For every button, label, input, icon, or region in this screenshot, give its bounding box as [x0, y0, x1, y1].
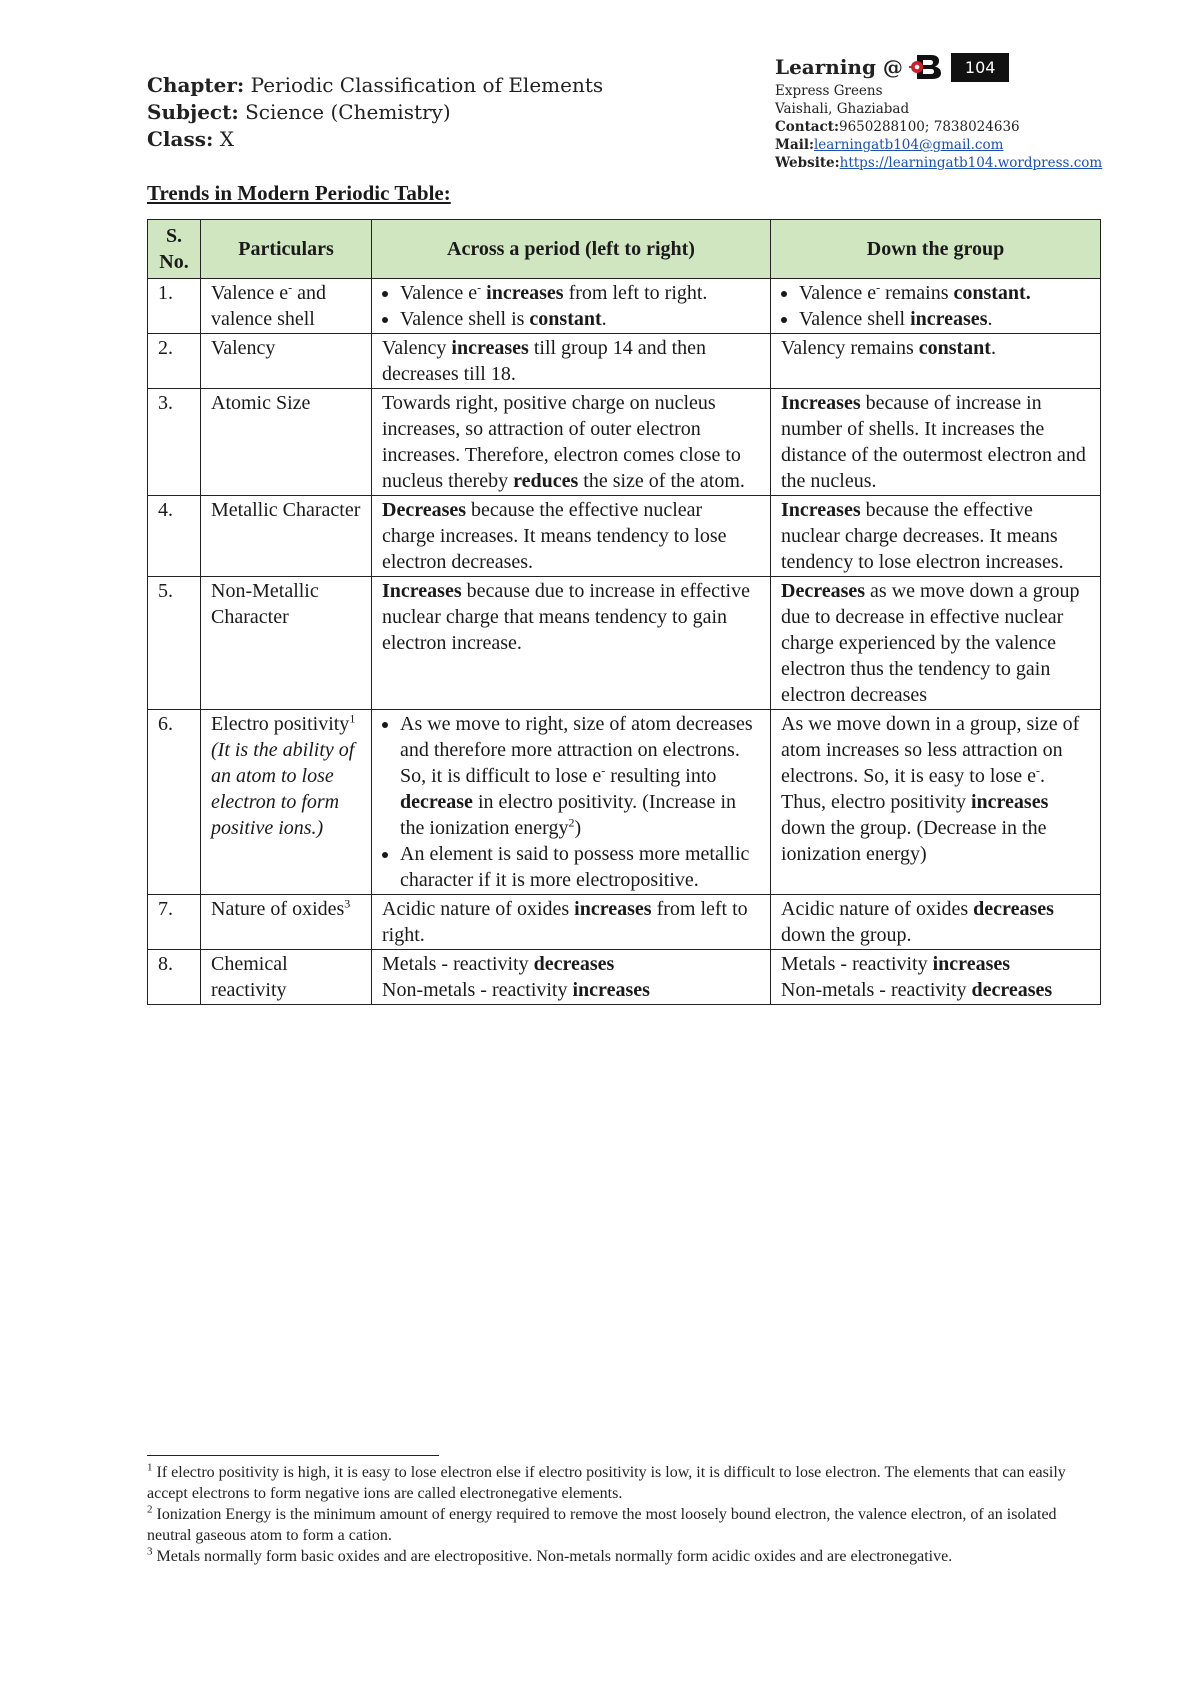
brand-name: Learning @ — [775, 55, 903, 79]
row-across: • Valence e- increases from left to right. • Valence shell is constant. — [372, 279, 771, 334]
table-row — [148, 389, 1101, 496]
row-across: • As we move to right, size of atom decreases and therefore more attraction on electrons. So, it is difficult to lose e- resulting into decrease in electro positivity. (Increase in the ionization energy$^2$) • An element is said to possess more metallic character if it is more electropositive. — [372, 710, 771, 895]
header-down-group: Down the group — [771, 220, 1101, 279]
brand-row — [775, 52, 1102, 82]
row-particular: Atomic Size — [201, 389, 372, 496]
row-down: Acidic nature of oxides decreases down the group. — [771, 895, 1101, 950]
footnote-ref-2: 2 — [568, 815, 575, 830]
document-header — [147, 72, 603, 153]
row-across: Valency increases till group 14 and then decreases till 18. — [372, 334, 771, 389]
table-row — [148, 334, 1101, 389]
header-particulars: Particulars — [201, 220, 372, 279]
contact-line: Contact:9650288100; 7838024636 — [775, 119, 1020, 135]
row-particular: Chemical reactivity — [201, 950, 372, 1005]
table-row — [148, 577, 1101, 710]
table-row — [148, 895, 1101, 950]
particular-note: (It is the ability of an atom to lose electron to form positive ions.) — [211, 739, 355, 839]
row-particular: Nature of oxides$^3$ — [201, 895, 372, 950]
row-number: 6. — [148, 710, 201, 895]
footnotes — [147, 1462, 1067, 1567]
row-number: 2. — [148, 334, 201, 389]
website-line: Website:https://learningatb104.wordpress.com — [775, 155, 1103, 171]
row-across: Metals - reactivity decreases Non-metals - reactivity increases — [372, 950, 771, 1005]
row-number: 1. — [148, 279, 201, 334]
table-row — [148, 950, 1101, 1005]
row-across: Decreases because the effective nuclear charge increases. It means tendency to lose electron decreases. — [372, 496, 771, 577]
header-sno: S. No. — [148, 220, 201, 279]
row-number: 7. — [148, 895, 201, 950]
row-number: 3. — [148, 389, 201, 496]
brand-badge: 104 — [951, 53, 1010, 82]
class-value: X — [219, 127, 234, 151]
row-across: Towards right, positive charge on nucleus increases, so attraction of outer electron increases. Therefore, electron comes close to nucleus thereby reduces the size of the atom. — [372, 389, 771, 496]
section-title: Trends in Modern Periodic Table: — [147, 181, 451, 205]
footnote-2: $^2$ Ionization Energy is the minimum amount of energy required to remove the most loosely bound electron, the valence electron, of an isolated neutral gaseous atom to form a cation. — [147, 1503, 1057, 1544]
table-header-row — [148, 220, 1101, 279]
mail-link[interactable]: learningatb104@gmail.com — [813, 137, 1004, 153]
subject-value: Science (Chemistry) — [245, 100, 451, 124]
row-down: As we move down in a group, size of atom increases so less attraction on electrons. So, it is easy to lose e-. Thus, electro positivity increases down the group. (Decrease in the ionization energy) — [771, 710, 1101, 895]
row-particular: Metallic Character — [201, 496, 372, 577]
row-number: 5. — [148, 577, 201, 710]
table-row — [148, 496, 1101, 577]
row-across: Acidic nature of oxides increases from left to right. — [372, 895, 771, 950]
row-number: 4. — [148, 496, 201, 577]
footnote-ref-1: 1 — [349, 711, 356, 726]
row-number: 8. — [148, 950, 201, 1005]
trends-table — [147, 219, 1101, 1005]
row-down: • Valence e- remains constant. • Valence shell increases. — [771, 279, 1101, 334]
row-particular: Valency — [201, 334, 372, 389]
footnote-ref-3: 3 — [344, 896, 351, 911]
table-row — [148, 710, 1101, 895]
footnote-divider — [147, 1455, 439, 1456]
row-particular: Non-Metallic Character — [201, 577, 372, 710]
row-down: Increases because of increase in number of shells. It increases the distance of the outermost electron and the nucleus. — [771, 389, 1101, 496]
chapter-value: Periodic Classification of Elements — [250, 73, 604, 97]
chapter-line: Chapter: Periodic Classification of Elements — [147, 73, 604, 97]
branding-block — [775, 52, 1102, 172]
row-particular: Valence e- and valence shell — [201, 279, 372, 334]
footnote-1: $^1$ If electro positivity is high, it is easy to lose electron else if electro positivity is low, it is difficult to lose electron. The elements that can easily accept electrons to form negative ions are called electronegative elements. — [147, 1461, 1066, 1502]
table-row — [148, 279, 1101, 334]
row-down: Metals - reactivity increases Non-metals - reactivity decreases — [771, 950, 1101, 1005]
row-down: Increases because the effective nuclear charge decreases. It means tendency to lose electron increases. — [771, 496, 1101, 577]
footnote-3: $^3$ Metals normally form basic oxides and are electropositive. Non-metals normally form acidic oxides and are electronegative. — [147, 1545, 953, 1565]
row-particular: Electro positivity$^1$ (It is the ability of an atom to lose electron to form positive ions.) — [201, 710, 372, 895]
header-across-period: Across a period (left to right) — [372, 220, 771, 279]
mail-line: Mail:learningatb104@gmail.com — [775, 137, 1004, 153]
website-link[interactable]: https://learningatb104.wordpress.com — [839, 155, 1103, 171]
row-across: Increases because due to increase in effective nuclear charge that means tendency to gain electron increase. — [372, 577, 771, 710]
address-line-1: Express Greens — [775, 83, 883, 99]
subject-line: Subject: Science (Chemistry) — [147, 100, 451, 124]
row-down: Valency remains constant. — [771, 334, 1101, 389]
b-logo-icon — [909, 52, 943, 82]
class-line: Class: X — [147, 127, 234, 151]
row-down: Decreases as we move down a group due to decrease in effective nuclear charge experienced by the valence electron thus the tendency to gain electron decreases — [771, 577, 1101, 710]
address-line-2: Vaishali, Ghaziabad — [775, 101, 910, 117]
